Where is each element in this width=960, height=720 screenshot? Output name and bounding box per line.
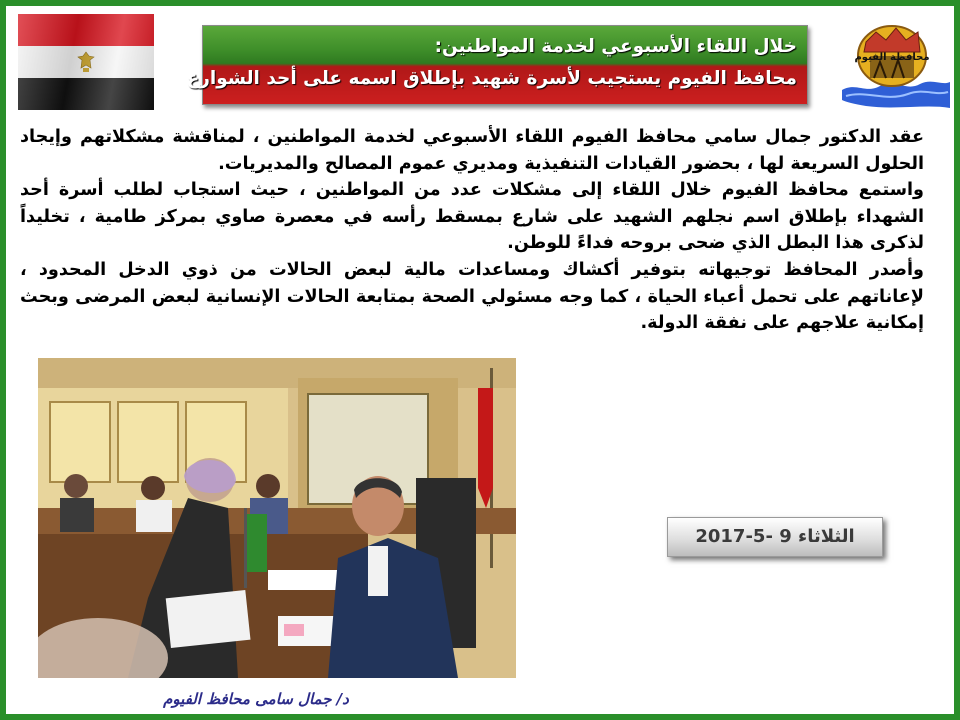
logo-text: محافظة الفيوم bbox=[854, 52, 930, 63]
photo-caption: د/ جمال سامى محافظ الفيوم bbox=[163, 690, 349, 708]
paragraph-3: وأصدر المحافظ توجيهاته بتوفير أكشاك ومساعدات مالية لبعض الحالات من ذوي الدخل المحدود ، لإعاناتهم على تحمل أعباء الحياة ، كما وجه مسئولي الصحة بمتابعة الحالات الإنسانية لبعض المرضى وبحث إمكانية علاجهم على نفقة الدولة. bbox=[20, 259, 924, 334]
headline-line-2: محافظ الفيوم يستجيب لأسرة شهيد بإطلاق اسمه على أحد الشوارع bbox=[186, 68, 797, 89]
date-label: الثلاثاء 9 -5-2017 bbox=[695, 526, 855, 547]
headline-line-1: خلال اللقاء الأسبوعي لخدمة المواطنين: bbox=[434, 36, 797, 57]
fayoum-governorate-logo bbox=[836, 12, 954, 112]
date-badge bbox=[667, 517, 883, 557]
paragraph-2: واستمع محافظ الفيوم خلال اللقاء إلى مشكلات عدد من المواطنين ، حيث استجاب لطلب أسرة أحد الشهداء بإطلاق اسم نجلهم الشهيد على شارع بمسقط رأسه في معصرة صاوي بمركز طامية ، تخليداً لذكرى هذا البطل الذي ضحى بروحه فداءً للوطن. bbox=[20, 180, 924, 254]
paragraph-1: عقد الدكتور جمال سامي محافظ الفيوم اللقاء الأسبوعي لخدمة المواطنين ، لمناقشة مشكلاتهم وإيجاد الحلول السريعة لها ، بحضور القيادات التنفيذية ومديري عموم المصالح والمديريات. bbox=[20, 127, 924, 174]
meeting-photo bbox=[38, 358, 516, 678]
flag-shading bbox=[18, 14, 154, 110]
headline-box bbox=[186, 25, 808, 105]
egypt-flag-icon bbox=[18, 14, 154, 110]
article-body bbox=[20, 124, 924, 337]
